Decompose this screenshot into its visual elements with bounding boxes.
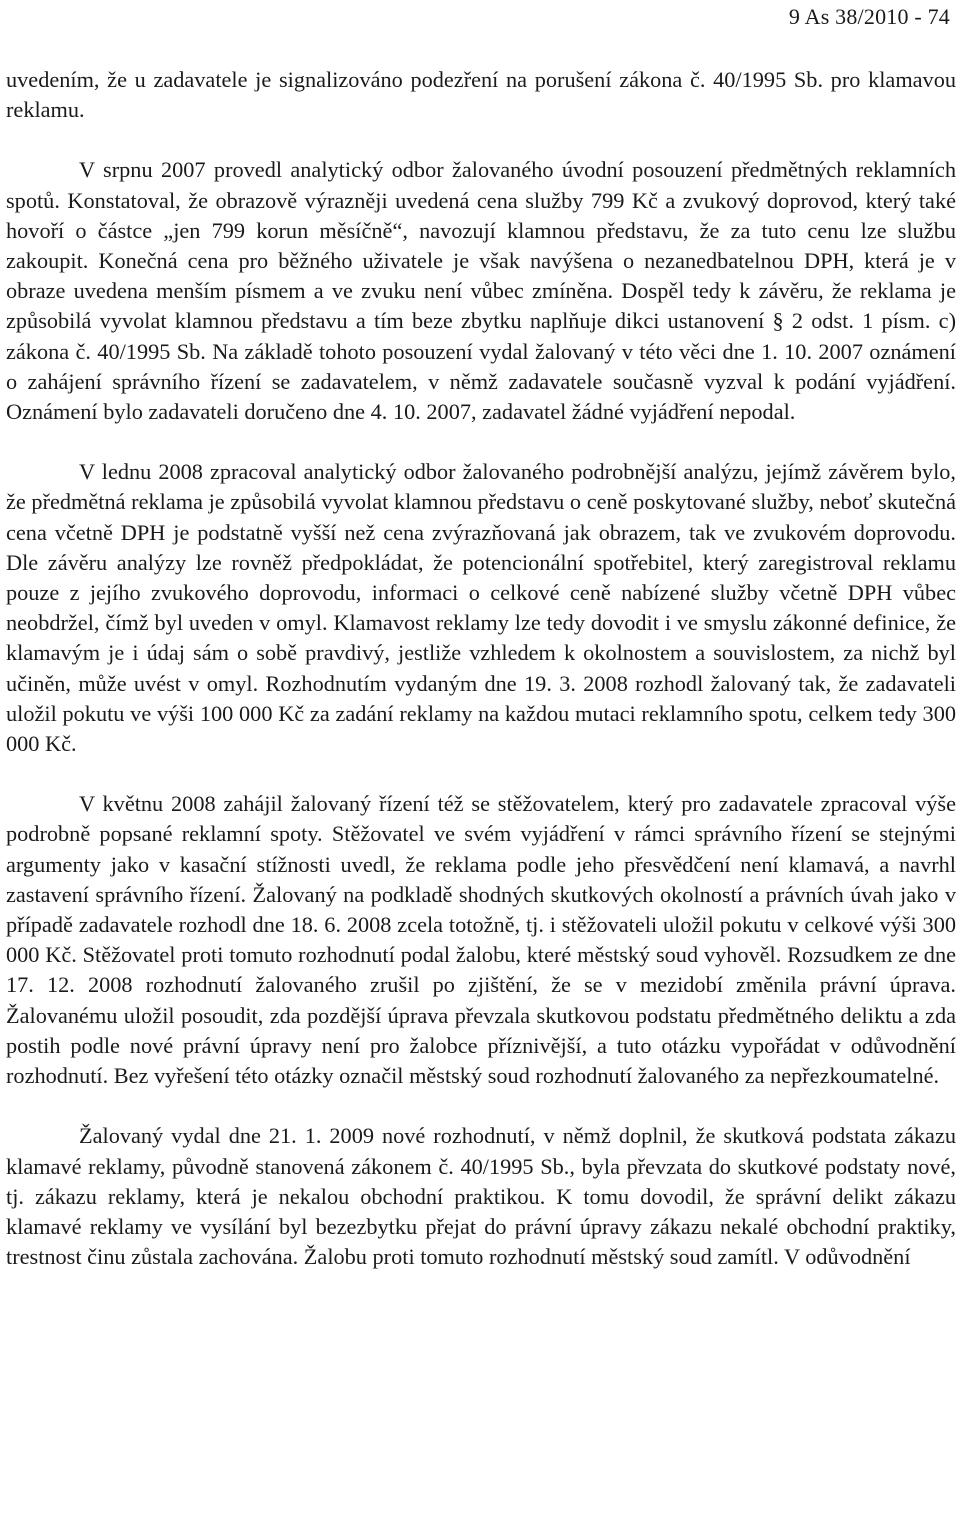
paragraph-proceedings-may-2008: V květnu 2008 zahájil žalovaný řízení též se stěžovatelem, který pro zadavatele zpracoval výše podrobně popsané reklamní spoty. Stěžovatel ve svém vyjádření v rámci správního řízení se stejnými argumenty jako v kasační stížnosti uvedl, že reklama podle jeho přesvědčení není klamavá, a navrhl zastavení správního řízení. Žalovaný na podkladě shodných skutkových okolností a právních úvah jako v případě zadavatele rozhodl dne 18. 6. 2008 zcela totožně, tj. i stěžovateli uložil pokutu v celkové výši 300 000 Kč. Stěžovatel proti tomuto rozhodnutí podal žalobu, které městský soud vyhověl. Rozsudkem ze dne 17. 12. 2008 rozhodnutí žalovaného zrušil po zjištění, že se v mezidobí změnila právní úprava. Žalovanému uložil posoudit, zda pozdější úprava převzala skutkovou podstatu předmětného deliktu a zda postih podle nové právní úpravy není pro žalobce příznivější, a tuto otázku vypořádat v odůvodnění rozhodnutí. Bez vyřešení této otázky označil městský soud rozhodnutí žalovaného za nepřezkoumatelné. bbox=[6, 791, 956, 1089]
page-reference: 9 As 38/2010 - 74 bbox=[788, 4, 950, 29]
paragraph-analysis-august-2007: V srpnu 2007 provedl analytický odbor žalovaného úvodní posouzení předmětných reklamních spotů. Konstatoval, že obrazově výrazněji uvedená cena služby 799 Kč a zvukový doprovod, který také hovoří o částce „jen 799 korun měsíčně“, navozují klamnou představu, že za tuto cenu lze službu zakoupit. Konečná cena pro běžného uživatele je však navýšena o nezanedbatelnou DPH, která je v obraze uvedena menším písmem a ve zvuku není vůbec zmíněna. Dospěl tedy k závěru, že reklama je způsobilá vyvolat klamnou představu a tím beze zbytku naplňuje dikci ustanovení § 2 odst. 1 písm. c) zákona č. 40/1995 Sb. Na základě tohoto posouzení vydal žalovaný v této věci dne 1. 10. 2007 oznámení o zahájení správního řízení se zadavatelem, v němž zadavatele současně vyzval k podání vyjádření. Oznámení bylo zadavateli doručeno dne 4. 10. 2007, zadavatel žádné vyjádření nepodal. bbox=[6, 157, 956, 425]
paragraph-new-decision-2009: Žalovaný vydal dne 21. 1. 2009 nové rozhodnutí, v němž doplnil, že skutková podstata zákazu klamavé reklamy, původně stanovená zákonem č. 40/1995 Sb., byla převzata do skutkové podstaty nové, tj. zákazu reklamy, která je nekalou obchodní praktikou. K tomu dovodil, že správní delikt zákazu klamavé reklamy ve vysílání byl bezezbytku přejat do právní úpravy zákazu nekalé obchodní praktiky, trestnost činu zůstala zachována. Žalobu proti tomuto rozhodnutí městský soud zamítl. V odůvodnění bbox=[6, 1123, 956, 1270]
paragraph-spacer bbox=[6, 1091, 956, 1121]
paragraph-spacer bbox=[6, 427, 956, 457]
paragraph-spacer bbox=[6, 759, 956, 789]
paragraph-analysis-january-2008: V lednu 2008 zpracoval analytický odbor žalovaného podrobnější analýzu, jejímž závěrem bylo, že předmětná reklama je způsobilá vyvolat klamnou představu o ceně poskytované služby, neboť skutečná cena včetně DPH je podstatně vyšší než cena zvýrazňovaná jak obrazem, tak ve zvukovém doprovodu. Dle závěru analýzy lze rovněž předpokládat, že potencionální spotřebitel, který zaregistroval reklamu pouze z jejího zvukového doprovodu, informaci o celkové ceně nabízené služby včetně DPH vůbec neobdržel, čímž byl uveden v omyl. Klamavost reklamy lze tedy dovodit i ve smyslu zákonné definice, že klamavým je i údaj sám o sobě pravdivý, jestliže vzhledem k okolnostem a souvislostem, za nichž byl učiněn, může uvést v omyl. Rozhodnutím vydaným dne 19. 3. 2008 rozhodl žalovaný tak, že zadavateli uložil pokutu ve výši 100 000 Kč za zadání reklamy na každou mutaci reklamního spotu, celkem tedy 300 000 Kč. bbox=[6, 459, 956, 757]
document-body bbox=[6, 65, 956, 1272]
paragraph-continuation: uvedením, že u zadavatele je signalizováno podezření na porušení zákona č. 40/1995 Sb. pro klamavou reklamu. bbox=[6, 67, 956, 123]
paragraph-spacer bbox=[6, 125, 956, 155]
